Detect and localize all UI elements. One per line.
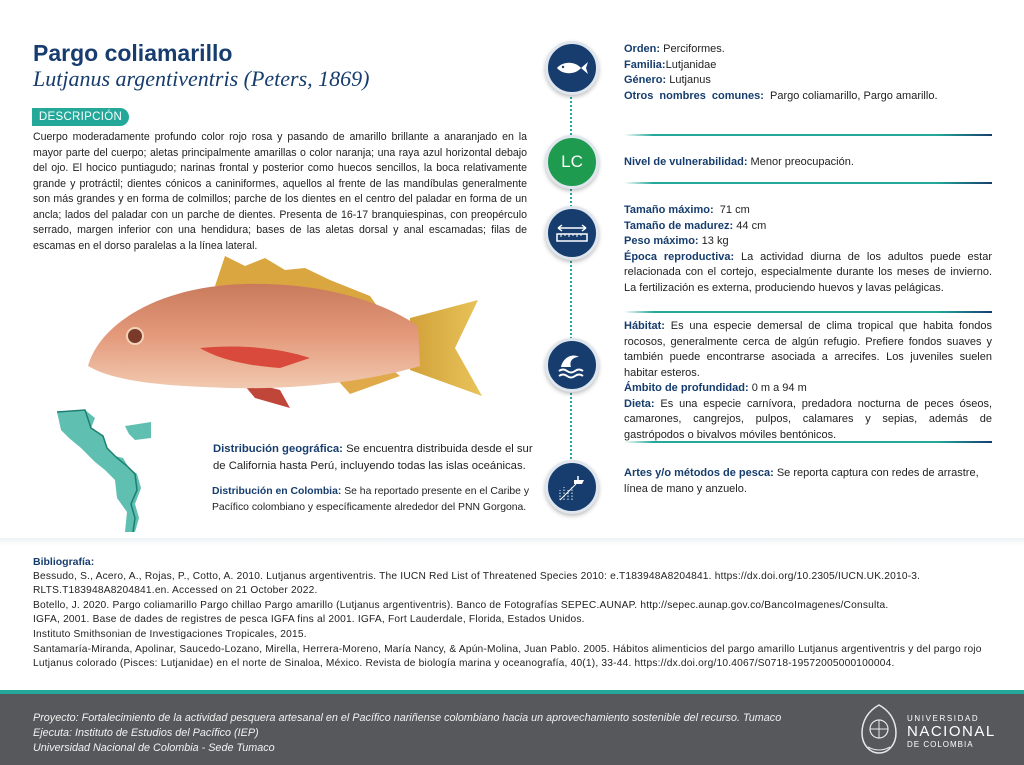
vulnerability-label: Nivel de vulnerabilidad: <box>624 156 748 168</box>
maturity-size-label: Tamaño de madurez: <box>624 219 734 232</box>
taxonomy-block <box>624 42 938 104</box>
divider <box>624 182 992 184</box>
divider <box>624 134 992 136</box>
footer-executor: Ejecuta: Instituto de Estudios del Pacífico (IEP) <box>33 727 259 739</box>
familia-label: Familia: <box>624 58 666 71</box>
bibliography <box>33 555 1003 672</box>
footer-university: Universidad Nacional de Colombia - Sede Tumaco <box>33 742 275 754</box>
vulnerability-value: Menor preocupación. <box>750 156 854 168</box>
fishing-boat-icon <box>545 460 599 514</box>
diet-label: Dieta: <box>624 397 655 410</box>
max-size-value: 71 cm <box>719 204 750 216</box>
familia-value: Lutjanidae <box>665 58 717 71</box>
tail-fin <box>410 300 482 396</box>
description-text: Cuerpo moderadamente profundo color rojo rosa y pasando de amarillo brillante a anaranjado en la mayor parte del cuerpo; aletas principalmente amarillas o color naranja; una raya azul horizontal debajo del ojo. El hocico puntiagudo; narinas frontal y posterior como huecos sencillos, la boca relativamente grande y protráctil; dientes cónicos a caniniformes, aquellos al frente de las mandíbulas generalmente son más grandes y en forma de colmillos; parche de los dientes en el centro del paladar en forma de un ancla; lados del paladar con un parche de dientes. Presenta de 16-17 branquiespinas, con preopérculo serrado, margen inferior con una hendidura; bases de las aletas dorsal y anal escamadas; filas de escamas en el dorso paralelas a la línea lateral. <box>33 131 527 252</box>
orden-label: Orden: <box>624 43 661 55</box>
maturity-size-value: 44 cm <box>736 219 767 232</box>
bibliography-ref: IGFA, 2001. Base de dades de registres de pesca IGFA fins al 2001. IGFA, Fort Lauderdale, Florida, Estados Unidos. <box>33 614 585 626</box>
fishing-block <box>624 466 992 497</box>
ruler-icon <box>545 206 599 260</box>
reproduction-value: La actividad diurna de los adultos puede estar relacionada con el cortejo, especialmente durante los meses de invierno. La fertilización es externa, produciendo huevos y lavas pelágicas. <box>624 250 993 294</box>
depth-label: Ámbito de profundidad: <box>624 382 749 394</box>
university-logo-text <box>907 714 996 749</box>
bibliography-ref: Botello, J. 2020. Pargo coliamarillo Pargo chillao Pargo amarillo (Lutjanus argentiventris). Banco de Fotografías SEPEC.AUNAP. http://sepec.aunap.gov.co/BancoImagenes/Consulta. <box>33 599 889 611</box>
bibliography-ref: Santamaría-Miranda, Apolinar, Saucedo-Lozano, Mirella, Herrera-Moreno, María Nancy, & Apún-Molina, Juan Pablo. 2005. Hábitos alimenticios del pargo amarillo Lutjanus argentiventris y del pargo rojo Lutjanus colorado (Pisces: Lutjanidae) en el norte de Sinaloa, México. Revista de biología marina y oceanografía, 40(1), 33-44. https://dx.doi.org/10.4067/S0718-19572005000100004. <box>33 643 982 670</box>
fish-icon <box>545 41 599 95</box>
page-title: Pargo coliamarillo <box>33 40 233 66</box>
distribution-map <box>55 408 155 533</box>
colombia-distribution-text: Se ha reportado presente en el Caribe y Pacífico colombiano y específicamente alrededor del PNN Gorgona. <box>212 486 530 513</box>
description-tag: DESCRIPCIÓN <box>32 108 129 126</box>
max-size-label: Tamaño máximo: <box>624 204 714 216</box>
lc-badge: LC <box>545 135 599 189</box>
fishing-label: Artes y/o métodos de pesca: <box>624 467 774 479</box>
geo-distribution-text: Se encuentra distribuida desde el sur de California hasta Perú, incluyendo todas las islas oceánicas. <box>213 443 533 472</box>
max-weight-value: 13 kg <box>701 235 729 247</box>
otros-label: Otros nombres comunes: <box>624 89 764 102</box>
diet-value: Es una especie carnívora, predadora nocturna de peces óseos, camarones, cangrejos, pulpos, calamares y sepias, además de gastrópodos o bivalvos móviles bentónicos. <box>624 397 993 441</box>
section-band <box>0 538 1024 546</box>
wave-icon <box>545 338 599 392</box>
footer-project: Proyecto: Fortalecimiento de la actividad pesquera artesanal en el Pacífico nariñense colombiano hacia un aprovechamiento sostenible del recurso. Tumaco <box>33 712 782 724</box>
bibliography-ref: Bessudo, S., Acero, A., Rojas, P., Cotto, A. 2010. Lutjanus argentiventris. The IUCN Red List of Threatened Species 2010: e.T183948A8204841. https://dx.doi.org/10.2305/IUCN.UK.2010-3. RLTS.T183948A8204841.en. Accessed on 21 October 2022. <box>33 570 921 597</box>
habitat-label: Hábitat: <box>624 320 665 332</box>
map-caribbean <box>125 422 151 440</box>
vulnerability-block <box>624 155 854 171</box>
bibliography-ref: Instituto Smithsonian de Investigaciones Tropicales, 2015. <box>33 628 307 640</box>
reproduction-label: Época reproductiva: <box>624 250 735 263</box>
fish-eye <box>127 328 143 344</box>
univ-line1: UNIVERSIDAD <box>907 714 980 723</box>
geo-distribution <box>213 441 543 475</box>
univ-line3: DE COLOMBIA <box>907 740 974 749</box>
orden-value: Perciformes. <box>663 43 725 55</box>
geo-distribution-label: Distribución geográfica: <box>213 443 343 455</box>
bibliography-heading: Bibliografía: <box>33 556 95 568</box>
fishing-value: Se reporta captura con redes de arrastre, línea de mano y anzuelo. <box>624 467 979 495</box>
size-block <box>624 203 992 296</box>
footer-text <box>33 711 781 756</box>
genero-label: Género: <box>624 74 667 86</box>
scientific-name: Lutjanus argentiventris (Peters, 1869) <box>33 66 370 91</box>
max-weight-label: Peso máximo: <box>624 235 699 247</box>
university-seal-icon <box>860 703 898 755</box>
colombia-distribution <box>212 484 552 516</box>
univ-line2: NACIONAL <box>907 723 996 740</box>
fish-photo <box>80 248 490 418</box>
genero-value: Lutjanus <box>669 74 711 86</box>
habitat-value: Es una especie demersal de clima tropical que habita fondos rocosos, generalmente cerca de algún refugio. Prefiere fondos suaves y también puede encontrarse asociada a arrecifes. Los juveniles suelen habitar esteros. <box>624 320 992 379</box>
divider <box>624 311 992 313</box>
depth-value: 0 m a 94 m <box>751 382 807 394</box>
habitat-block <box>624 319 992 443</box>
colombia-distribution-label: Distribución en Colombia: <box>212 486 342 497</box>
otros-value: Pargo coliamarillo, Pargo amarillo. <box>769 89 938 102</box>
divider <box>624 441 992 443</box>
